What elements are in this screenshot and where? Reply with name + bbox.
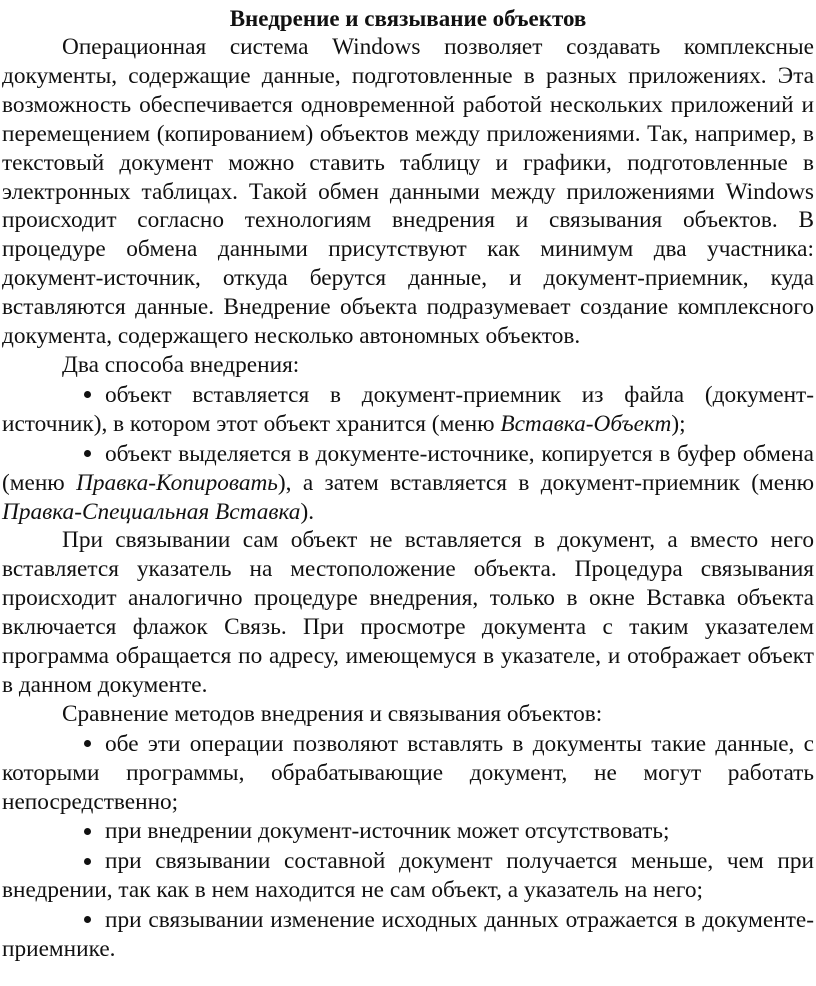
bullet-icon	[84, 858, 91, 865]
comparison-item-2	[2, 816, 814, 846]
bullet-icon	[84, 391, 91, 398]
method2-middle: ), а затем вставляется в документ-приемник (меню	[277, 469, 814, 496]
comparison-item-1	[2, 729, 814, 817]
intro-paragraph: Операционная система Windows позволяет создавать комплексные документы, содержащие данные, подготовленные в разных приложениях. Эта возможность обеспечивается одновременной работой нескольких приложений и перемещением (копированием) объектов между приложениями. Так, например, в текстовый документ можно ставить таблицу и графики, подготовленные в электронных таблицах. Такой обмен данными между приложениями Windows происходит согласно технологиям внедрения и связывания объектов. В процедуре обмена данными присутствуют как минимум два участника: документ-источник, откуда берутся данные, и документ-приемник, куда вставляются данные. Внедрение объекта подразумевает создание комплексного документа, содержащего несколько автономных объектов.	[2, 34, 814, 350]
menu-edit-copy: Правка-Копировать	[76, 469, 278, 496]
bullet-icon	[84, 828, 91, 835]
document-title: Внедрение и связывание объектов	[229, 6, 587, 31]
menu-edit-paste-special: Правка-Специальная Вставка	[2, 498, 301, 525]
method-item-2	[2, 439, 814, 527]
comparison-text: при связывании составной документ получается меньше, чем при внедрении, так как в нем находится не сам объект, а указатель на него;	[2, 848, 814, 904]
comparison-text: при внедрении документ-источник может отсутствовать;	[105, 818, 670, 845]
method-item-1	[2, 380, 814, 439]
comparison-heading: Сравнение методов внедрения и связывания объектов:	[62, 700, 603, 727]
method1-end: );	[671, 410, 686, 437]
comparison-item-3	[2, 846, 814, 905]
method1-text: объект вставляется в документ-приемник из файла (документ-источник), в котором этот объект хранится (меню	[2, 381, 814, 437]
comparison-item-4	[2, 905, 814, 964]
method2-end: ).	[300, 498, 315, 525]
comparison-text: при связывании изменение исходных данных отражается в документе-приемнике.	[2, 907, 814, 963]
methods-heading: Два способа внедрения:	[62, 351, 300, 378]
method2-text: объект выделяется в документе-источнике, копируется в буфер обмена (меню	[2, 440, 814, 496]
comparison-text: обе эти операции позволяют вставлять в документы такие данные, с которыми программы, обрабатывающие документ, не могут работать непосредственно;	[2, 730, 814, 815]
bullet-icon	[84, 740, 91, 747]
menu-insert-object: Вставка-Объект	[500, 410, 672, 437]
bullet-icon	[84, 450, 91, 457]
bullet-icon	[84, 916, 91, 923]
linking-paragraph: При связывании сам объект не вставляется в документ, а вместо него вставляется указатель на местоположение объекта. Процедура связывания происходит аналогично процедуре внедрения, только в окне Вставка объекта включается флажок Связь. При просмотре документа с таким указателем программа обращается по адресу, имеющемуся в указателе, и отображает объект в данном документе.	[2, 527, 814, 698]
